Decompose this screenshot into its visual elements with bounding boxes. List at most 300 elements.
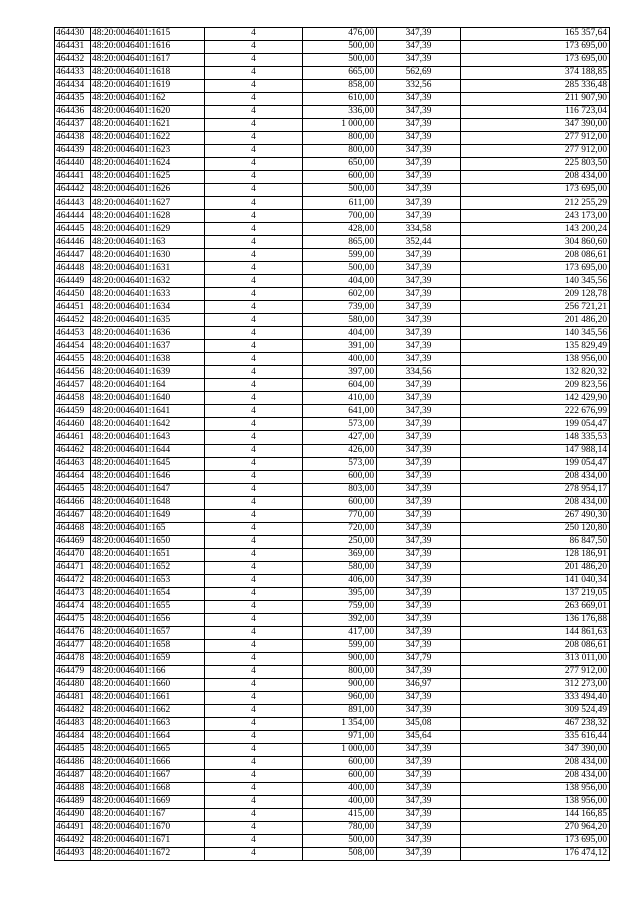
unit-value-cell: 347,39: [377, 522, 461, 535]
cadastral-value-cell: 250 120,80: [461, 522, 610, 535]
unit-value-cell: 347,39: [377, 561, 461, 574]
category-cell: 4: [205, 145, 303, 158]
row-number-cell: 464476: [55, 626, 91, 639]
unit-value-cell: 347,39: [377, 431, 461, 444]
unit-value-cell: 347,39: [377, 795, 461, 808]
unit-value-cell: 346,97: [377, 678, 461, 691]
table-row: [55, 366, 610, 379]
table-row: [55, 236, 610, 249]
table-row: [55, 405, 610, 418]
area-cell: 900,00: [303, 652, 377, 665]
row-number-cell: 464466: [55, 496, 91, 509]
category-cell: 4: [205, 561, 303, 574]
cadastral-number-cell: 48:20:0046401:1635: [91, 314, 205, 327]
unit-value-cell: 347,39: [377, 301, 461, 314]
table-row: [55, 158, 610, 171]
unit-value-cell: 347,39: [377, 158, 461, 171]
row-number-cell: 464440: [55, 158, 91, 171]
area-cell: 600,00: [303, 756, 377, 769]
area-cell: 500,00: [303, 184, 377, 197]
table-row: [55, 340, 610, 353]
cadastral-number-cell: 48:20:0046401:1657: [91, 626, 205, 639]
cadastral-value-cell: 225 803,50: [461, 158, 610, 171]
category-cell: 4: [205, 730, 303, 743]
area-cell: 602,00: [303, 288, 377, 301]
row-number-cell: 464481: [55, 691, 91, 704]
cadastral-value-cell: 277 912,00: [461, 665, 610, 678]
row-number-cell: 464463: [55, 457, 91, 470]
cadastral-value-cell: 116 723,04: [461, 106, 610, 119]
table-row: [55, 314, 610, 327]
row-number-cell: 464490: [55, 808, 91, 821]
cadastral-number-cell: 48:20:0046401:1669: [91, 795, 205, 808]
unit-value-cell: 347,39: [377, 184, 461, 197]
cadastral-value-cell: 140 345,56: [461, 327, 610, 340]
unit-value-cell: 347,39: [377, 314, 461, 327]
unit-value-cell: 347,39: [377, 535, 461, 548]
row-number-cell: 464474: [55, 600, 91, 613]
cadastral-value-cell: 140 345,56: [461, 275, 610, 288]
cadastral-value-cell: 138 956,00: [461, 353, 610, 366]
area-cell: 700,00: [303, 210, 377, 223]
cadastral-number-cell: 48:20:0046401:1665: [91, 743, 205, 756]
cadastral-number-cell: 48:20:0046401:1646: [91, 470, 205, 483]
area-cell: 428,00: [303, 223, 377, 236]
cadastral-number-cell: 48:20:0046401:1631: [91, 262, 205, 275]
table-row: [55, 600, 610, 613]
unit-value-cell: 347,39: [377, 639, 461, 652]
category-cell: 4: [205, 457, 303, 470]
cadastral-value-cell: 128 186,91: [461, 548, 610, 561]
cadastral-number-cell: 48:20:0046401:1650: [91, 535, 205, 548]
cadastral-value-cell: 209 128,78: [461, 288, 610, 301]
unit-value-cell: 347,39: [377, 847, 461, 860]
table-row: [55, 613, 610, 626]
cadastral-value-cell: 333 494,40: [461, 691, 610, 704]
area-cell: 580,00: [303, 314, 377, 327]
cadastral-number-cell: 48:20:0046401:1643: [91, 431, 205, 444]
table-row: [55, 769, 610, 782]
category-cell: 4: [205, 184, 303, 197]
area-cell: 392,00: [303, 613, 377, 626]
cadastral-number-cell: 48:20:0046401:1640: [91, 392, 205, 405]
category-cell: 4: [205, 93, 303, 106]
row-number-cell: 464458: [55, 392, 91, 405]
table-row: [55, 275, 610, 288]
table-row: [55, 470, 610, 483]
cadastral-number-cell: 48:20:0046401:1637: [91, 340, 205, 353]
unit-value-cell: 347,39: [377, 808, 461, 821]
cadastral-number-cell: 48:20:0046401:1663: [91, 717, 205, 730]
category-cell: 4: [205, 314, 303, 327]
category-cell: 4: [205, 808, 303, 821]
cadastral-value-cell: 208 434,00: [461, 496, 610, 509]
table-row: [55, 743, 610, 756]
cadastral-number-cell: 48:20:0046401:163: [91, 236, 205, 249]
unit-value-cell: 347,39: [377, 392, 461, 405]
cadastral-value-cell: 208 434,00: [461, 470, 610, 483]
cadastral-number-cell: 48:20:0046401:1619: [91, 80, 205, 93]
cadastral-number-cell: 48:20:0046401:1628: [91, 210, 205, 223]
table-body: [55, 28, 610, 861]
cadastral-value-cell: 256 721,21: [461, 301, 610, 314]
table-row: [55, 821, 610, 834]
category-cell: 4: [205, 756, 303, 769]
cadastral-value-cell: 173 695,00: [461, 41, 610, 54]
cadastral-value-cell: 135 829,49: [461, 340, 610, 353]
area-cell: 800,00: [303, 132, 377, 145]
cadastral-value-cell: 285 336,48: [461, 80, 610, 93]
unit-value-cell: 347,39: [377, 405, 461, 418]
unit-value-cell: 347,39: [377, 418, 461, 431]
cadastral-number-cell: 48:20:0046401:1668: [91, 782, 205, 795]
area-cell: 395,00: [303, 587, 377, 600]
row-number-cell: 464489: [55, 795, 91, 808]
cadastral-value-cell: 173 695,00: [461, 184, 610, 197]
area-cell: 1 000,00: [303, 743, 377, 756]
unit-value-cell: 347,39: [377, 665, 461, 678]
area-cell: 508,00: [303, 847, 377, 860]
unit-value-cell: 347,39: [377, 210, 461, 223]
area-cell: 641,00: [303, 405, 377, 418]
unit-value-cell: 347,39: [377, 171, 461, 184]
cadastral-number-cell: 48:20:0046401:1662: [91, 704, 205, 717]
cadastral-value-cell: 208 434,00: [461, 769, 610, 782]
category-cell: 4: [205, 639, 303, 652]
area-cell: 417,00: [303, 626, 377, 639]
cadastral-value-cell: 208 086,61: [461, 639, 610, 652]
cadastral-number-cell: 48:20:0046401:1645: [91, 457, 205, 470]
category-cell: 4: [205, 405, 303, 418]
area-cell: 599,00: [303, 249, 377, 262]
category-cell: 4: [205, 600, 303, 613]
row-number-cell: 464435: [55, 93, 91, 106]
cadastral-value-cell: 208 086,61: [461, 249, 610, 262]
table-row: [55, 795, 610, 808]
category-cell: 4: [205, 223, 303, 236]
row-number-cell: 464493: [55, 847, 91, 860]
category-cell: 4: [205, 535, 303, 548]
area-cell: 780,00: [303, 821, 377, 834]
category-cell: 4: [205, 717, 303, 730]
table-row: [55, 509, 610, 522]
unit-value-cell: 347,39: [377, 626, 461, 639]
unit-value-cell: 347,39: [377, 457, 461, 470]
cadastral-number-cell: 48:20:0046401:1632: [91, 275, 205, 288]
category-cell: 4: [205, 743, 303, 756]
category-cell: 4: [205, 522, 303, 535]
cadastral-value-cell: 147 988,14: [461, 444, 610, 457]
area-cell: 610,00: [303, 93, 377, 106]
unit-value-cell: 347,39: [377, 41, 461, 54]
area-cell: 406,00: [303, 574, 377, 587]
area-cell: 600,00: [303, 496, 377, 509]
table-row: [55, 847, 610, 860]
row-number-cell: 464434: [55, 80, 91, 93]
unit-value-cell: 334,56: [377, 366, 461, 379]
category-cell: 4: [205, 483, 303, 496]
cadastral-value-cell: 313 011,00: [461, 652, 610, 665]
unit-value-cell: 347,39: [377, 548, 461, 561]
unit-value-cell: 347,39: [377, 496, 461, 509]
cadastral-value-cell: 222 676,99: [461, 405, 610, 418]
row-number-cell: 464467: [55, 509, 91, 522]
table-row: [55, 782, 610, 795]
row-number-cell: 464491: [55, 821, 91, 834]
row-number-cell: 464486: [55, 756, 91, 769]
category-cell: 4: [205, 847, 303, 860]
cadastral-value-cell: 138 956,00: [461, 795, 610, 808]
cadastral-value-cell: 137 219,05: [461, 587, 610, 600]
area-cell: 415,00: [303, 808, 377, 821]
table-row: [55, 756, 610, 769]
table-row: [55, 535, 610, 548]
table-row: [55, 522, 610, 535]
table-row: [55, 54, 610, 67]
cadastral-value-cell: 165 357,64: [461, 28, 610, 41]
cadastral-number-cell: 48:20:0046401:1617: [91, 54, 205, 67]
category-cell: 4: [205, 795, 303, 808]
category-cell: 4: [205, 379, 303, 392]
category-cell: 4: [205, 28, 303, 41]
cadastral-value-table: [54, 27, 610, 861]
row-number-cell: 464447: [55, 249, 91, 262]
cadastral-number-cell: 48:20:0046401:1644: [91, 444, 205, 457]
category-cell: 4: [205, 704, 303, 717]
category-cell: 4: [205, 301, 303, 314]
area-cell: 604,00: [303, 379, 377, 392]
table-row: [55, 301, 610, 314]
category-cell: 4: [205, 236, 303, 249]
area-cell: 900,00: [303, 678, 377, 691]
cadastral-number-cell: 48:20:0046401:165: [91, 522, 205, 535]
row-number-cell: 464433: [55, 67, 91, 80]
cadastral-value-cell: 176 474,12: [461, 847, 610, 860]
unit-value-cell: 347,39: [377, 106, 461, 119]
row-number-cell: 464479: [55, 665, 91, 678]
category-cell: 4: [205, 509, 303, 522]
cadastral-value-cell: 374 188,85: [461, 67, 610, 80]
table-row: [55, 210, 610, 223]
cadastral-value-cell: 173 695,00: [461, 834, 610, 847]
table-row: [55, 288, 610, 301]
row-number-cell: 464455: [55, 353, 91, 366]
cadastral-value-cell: 199 054,47: [461, 418, 610, 431]
row-number-cell: 464461: [55, 431, 91, 444]
row-number-cell: 464446: [55, 236, 91, 249]
cadastral-number-cell: 48:20:0046401:1624: [91, 158, 205, 171]
cadastral-number-cell: 48:20:0046401:1618: [91, 67, 205, 80]
area-cell: 476,00: [303, 28, 377, 41]
category-cell: 4: [205, 782, 303, 795]
table-row: [55, 379, 610, 392]
area-cell: 665,00: [303, 67, 377, 80]
cadastral-number-cell: 48:20:0046401:1655: [91, 600, 205, 613]
unit-value-cell: 347,39: [377, 691, 461, 704]
row-number-cell: 464456: [55, 366, 91, 379]
category-cell: 4: [205, 574, 303, 587]
unit-value-cell: 347,39: [377, 379, 461, 392]
area-cell: 404,00: [303, 327, 377, 340]
area-cell: 427,00: [303, 431, 377, 444]
cadastral-value-cell: 142 429,90: [461, 392, 610, 405]
area-cell: 611,00: [303, 197, 377, 210]
cadastral-number-cell: 48:20:0046401:1652: [91, 561, 205, 574]
row-number-cell: 464488: [55, 782, 91, 795]
unit-value-cell: 332,56: [377, 80, 461, 93]
unit-value-cell: 347,39: [377, 54, 461, 67]
area-cell: 720,00: [303, 522, 377, 535]
row-number-cell: 464473: [55, 587, 91, 600]
row-number-cell: 464437: [55, 119, 91, 132]
cadastral-number-cell: 48:20:0046401:1630: [91, 249, 205, 262]
category-cell: 4: [205, 652, 303, 665]
table-row: [55, 28, 610, 41]
row-number-cell: 464432: [55, 54, 91, 67]
cadastral-value-cell: 143 200,24: [461, 223, 610, 236]
cadastral-value-cell: 201 486,20: [461, 561, 610, 574]
row-number-cell: 464443: [55, 197, 91, 210]
category-cell: 4: [205, 327, 303, 340]
category-cell: 4: [205, 41, 303, 54]
cadastral-number-cell: 48:20:0046401:164: [91, 379, 205, 392]
category-cell: 4: [205, 678, 303, 691]
cadastral-number-cell: 48:20:0046401:1615: [91, 28, 205, 41]
cadastral-number-cell: 48:20:0046401:1636: [91, 327, 205, 340]
category-cell: 4: [205, 262, 303, 275]
area-cell: 759,00: [303, 600, 377, 613]
unit-value-cell: 347,39: [377, 275, 461, 288]
row-number-cell: 464453: [55, 327, 91, 340]
unit-value-cell: 347,39: [377, 587, 461, 600]
unit-value-cell: 347,39: [377, 834, 461, 847]
area-cell: 739,00: [303, 301, 377, 314]
category-cell: 4: [205, 54, 303, 67]
table-row: [55, 457, 610, 470]
row-number-cell: 464444: [55, 210, 91, 223]
category-cell: 4: [205, 249, 303, 262]
area-cell: 600,00: [303, 470, 377, 483]
area-cell: 600,00: [303, 769, 377, 782]
unit-value-cell: 347,79: [377, 652, 461, 665]
table-row: [55, 691, 610, 704]
area-cell: 250,00: [303, 535, 377, 548]
unit-value-cell: 347,39: [377, 470, 461, 483]
cadastral-number-cell: 48:20:0046401:167: [91, 808, 205, 821]
cadastral-value-cell: 136 176,88: [461, 613, 610, 626]
area-cell: 369,00: [303, 548, 377, 561]
row-number-cell: 464459: [55, 405, 91, 418]
unit-value-cell: 347,39: [377, 704, 461, 717]
area-cell: 500,00: [303, 262, 377, 275]
area-cell: 426,00: [303, 444, 377, 457]
row-number-cell: 464431: [55, 41, 91, 54]
area-cell: 971,00: [303, 730, 377, 743]
category-cell: 4: [205, 418, 303, 431]
cadastral-number-cell: 48:20:0046401:1672: [91, 847, 205, 860]
cadastral-number-cell: 48:20:0046401:166: [91, 665, 205, 678]
category-cell: 4: [205, 158, 303, 171]
category-cell: 4: [205, 613, 303, 626]
row-number-cell: 464482: [55, 704, 91, 717]
cadastral-number-cell: 48:20:0046401:1664: [91, 730, 205, 743]
cadastral-value-cell: 144 861,63: [461, 626, 610, 639]
unit-value-cell: 352,44: [377, 236, 461, 249]
table-row: [55, 717, 610, 730]
cadastral-number-cell: 48:20:0046401:1671: [91, 834, 205, 847]
cadastral-value-cell: 212 255,29: [461, 197, 610, 210]
unit-value-cell: 347,39: [377, 509, 461, 522]
table-row: [55, 808, 610, 821]
unit-value-cell: 347,39: [377, 132, 461, 145]
table-row: [55, 652, 610, 665]
table-row: [55, 262, 610, 275]
cadastral-value-cell: 312 273,00: [461, 678, 610, 691]
table-row: [55, 483, 610, 496]
table-row: [55, 132, 610, 145]
cadastral-number-cell: 48:20:0046401:1621: [91, 119, 205, 132]
area-cell: 580,00: [303, 561, 377, 574]
row-number-cell: 464480: [55, 678, 91, 691]
cadastral-number-cell: 48:20:0046401:1648: [91, 496, 205, 509]
table-row: [55, 431, 610, 444]
row-number-cell: 464483: [55, 717, 91, 730]
area-cell: 500,00: [303, 54, 377, 67]
area-cell: 336,00: [303, 106, 377, 119]
area-cell: 770,00: [303, 509, 377, 522]
cadastral-number-cell: 48:20:0046401:1625: [91, 171, 205, 184]
area-cell: 891,00: [303, 704, 377, 717]
row-number-cell: 464475: [55, 613, 91, 626]
category-cell: 4: [205, 366, 303, 379]
area-cell: 573,00: [303, 457, 377, 470]
table-row: [55, 587, 610, 600]
row-number-cell: 464470: [55, 548, 91, 561]
row-number-cell: 464469: [55, 535, 91, 548]
table-row: [55, 249, 610, 262]
unit-value-cell: 347,39: [377, 353, 461, 366]
row-number-cell: 464436: [55, 106, 91, 119]
cadastral-value-cell: 208 434,00: [461, 756, 610, 769]
cadastral-value-cell: 270 964,20: [461, 821, 610, 834]
area-cell: 960,00: [303, 691, 377, 704]
unit-value-cell: 347,39: [377, 93, 461, 106]
unit-value-cell: 347,39: [377, 249, 461, 262]
cadastral-value-cell: 267 490,30: [461, 509, 610, 522]
table-row: [55, 223, 610, 236]
table-row: [55, 730, 610, 743]
table-row: [55, 834, 610, 847]
table-row: [55, 327, 610, 340]
row-number-cell: 464450: [55, 288, 91, 301]
category-cell: 4: [205, 665, 303, 678]
unit-value-cell: 345,64: [377, 730, 461, 743]
area-cell: 400,00: [303, 353, 377, 366]
row-number-cell: 464445: [55, 223, 91, 236]
cadastral-number-cell: 48:20:0046401:1654: [91, 587, 205, 600]
row-number-cell: 464485: [55, 743, 91, 756]
area-cell: 573,00: [303, 418, 377, 431]
category-cell: 4: [205, 834, 303, 847]
unit-value-cell: 347,39: [377, 340, 461, 353]
row-number-cell: 464484: [55, 730, 91, 743]
table-row: [55, 145, 610, 158]
row-number-cell: 464441: [55, 171, 91, 184]
category-cell: 4: [205, 197, 303, 210]
area-cell: 400,00: [303, 782, 377, 795]
unit-value-cell: 347,39: [377, 444, 461, 457]
category-cell: 4: [205, 275, 303, 288]
